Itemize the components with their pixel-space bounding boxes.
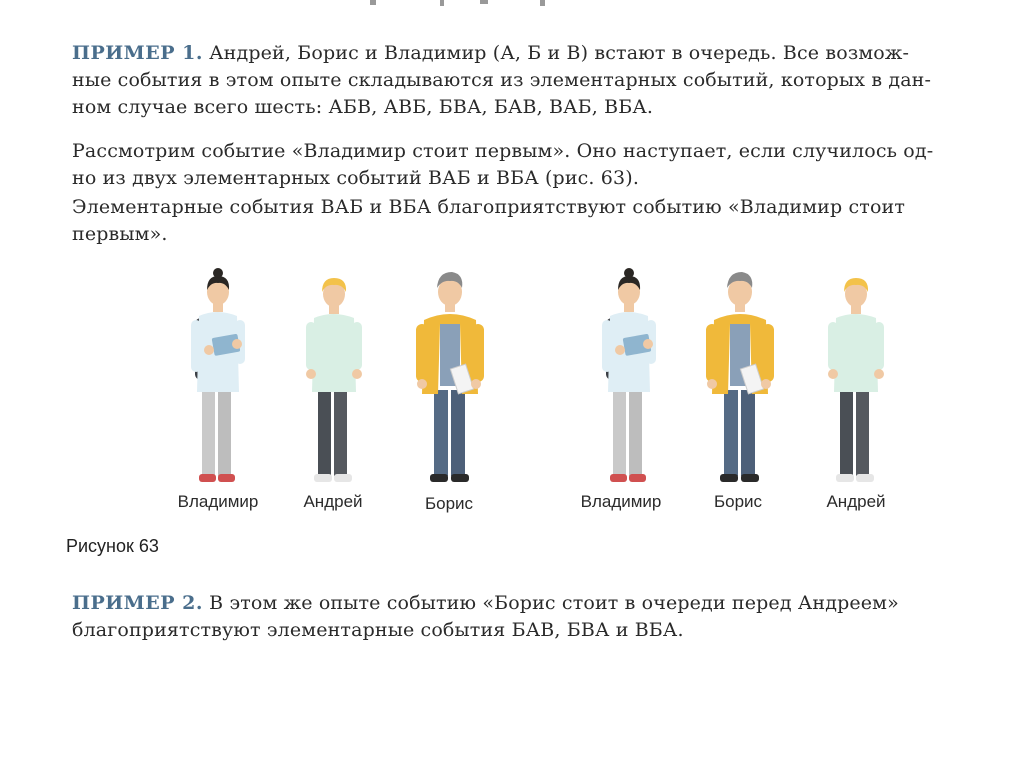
para-3-line-2: первым». [72, 223, 168, 245]
example-1-paragraph-3 [72, 194, 964, 248]
example-1-line-1: Андрей, Борис и Владимир (А, Б и В) встают в очередь. Все возмож- [209, 42, 910, 64]
boris-figure-2 [704, 268, 776, 490]
para-2-line-1: Рассмотрим событие «Владимир стоит первым». Оно наступает, если случилось од- [72, 140, 934, 162]
example-1-line-3: ном случае всего шесть: АБВ, АВБ, БВА, БАВ, ВАБ, ВБА. [72, 96, 654, 118]
example-2-line-1: В этом же опыте событию «Борис стоит в очереди перед Андреем» [209, 592, 899, 614]
example-2-paragraph [72, 590, 964, 644]
name-label-andrey-1: Андрей [303, 492, 363, 511]
name-label-andrey-2: Андрей [826, 492, 886, 511]
boris-figure-1 [414, 268, 486, 490]
figure-caption: Рисунок 63 [66, 536, 159, 556]
example-2-line-2: благоприятствуют элементарные события БАВ, БВА и ВБА. [72, 619, 684, 641]
para-3-line-1: Элементарные события ВАБ и ВБА благоприятствуют событию «Владимир стоит [72, 196, 906, 218]
name-label-boris-1: Борис [424, 494, 474, 513]
name-label-boris-2: Борис [713, 492, 763, 511]
andrey-figure-1 [302, 276, 368, 490]
name-label-vladimir-2: Владимир [580, 492, 662, 511]
vladimir-figure-1 [185, 268, 255, 490]
para-2-line-2: но из двух элементарных событий ВАБ и ВБА (рис. 63). [72, 167, 640, 189]
example-1-paragraph [72, 40, 964, 121]
example-1-label: ПРИМЕР 1. [72, 42, 203, 64]
example-1-paragraph-2 [72, 138, 964, 192]
cropped-text-remnant [60, 0, 960, 8]
vladimir-figure-2 [596, 268, 666, 490]
andrey-figure-2 [824, 276, 890, 490]
name-label-vladimir-1: Владимир [177, 492, 259, 511]
example-1-line-2: ные события в этом опыте складываются из элементарных событий, которых в дан- [72, 69, 932, 91]
example-2-label: ПРИМЕР 2. [72, 592, 203, 614]
